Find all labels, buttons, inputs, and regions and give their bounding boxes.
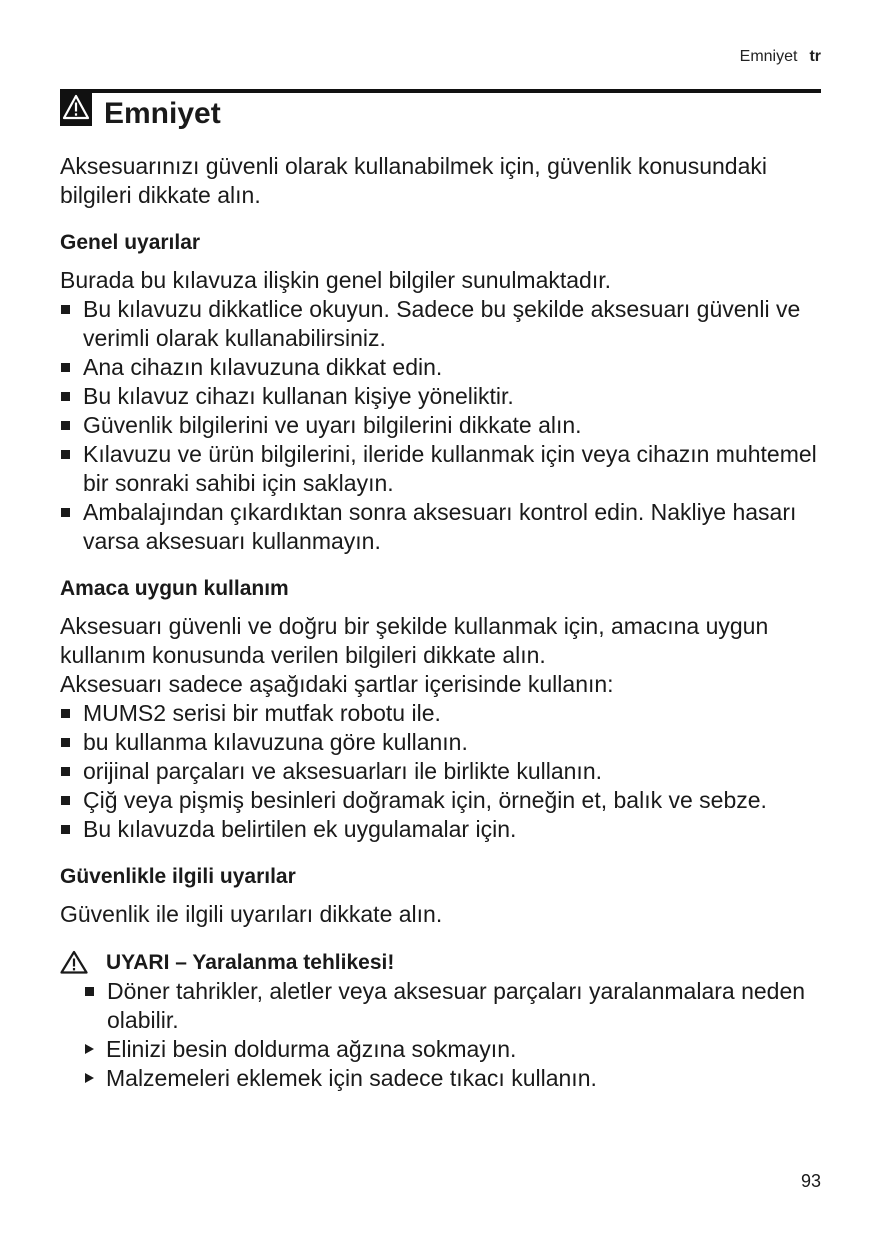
language-code: tr [809,48,821,65]
intended-lead-2: Aksesuarı sadece aşağıdaki şartlar içerisinde kullanın: [60,671,614,697]
page-content [60,152,822,1093]
list-item: Ana cihazın kılavuzuna dikkat edin. [60,353,822,382]
list-item: Çiğ veya pişmiş besinleri doğramak için, örneğin et, balık ve sebze. [60,786,822,815]
header-rule [60,89,821,93]
safety-lead: Güvenlik ile ilgili uyarıları dikkate alın. [60,901,443,927]
list-item: Döner tahrikler, aletler veya aksesuar parçaları yaralanmalara neden olabilir. [84,977,822,1035]
warning-icon [60,90,92,126]
page-number: 93 [800,1171,821,1191]
intended-lead: Aksesuarı güvenli ve doğru bir şekilde kullanmak için, amacına uygun kullanım konusunda verilen bilgileri dikkate alın. [60,613,769,668]
list-item: bu kullanma kılavuzuna göre kullanın. [60,728,822,757]
list-item: orijinal parçaları ve aksesuarları ile birlikte kullanın. [60,757,822,786]
list-item: Bu kılavuzu dikkatlice okuyun. Sadece bu şekilde aksesuarı güvenli ve verimli olarak kullanabilirsiniz. [60,295,822,353]
list-item: Güvenlik bilgilerini ve uyarı bilgilerini dikkate alın. [60,411,822,440]
section-heading-intended-use: Amaca uygun kullanım [60,577,289,600]
general-list [60,295,822,556]
intro-text: Aksesuarınızı güvenli olarak kullanabilmek için, güvenlik konusundaki bilgileri dikkate alın. [60,153,767,208]
running-header-section: Emniyet [739,48,798,65]
page-title: Emniyet [104,97,221,130]
warning-list [84,977,822,1035]
warning-block [60,949,822,1093]
list-item: Ambalajından çıkardıktan sonra aksesuarı kontrol edin. Nakliye hasarı varsa aksesuarı kullanmayın. [60,498,822,556]
warning-heading [60,949,822,977]
warning-triangle-icon [60,950,88,974]
list-item: Kılavuzu ve ürün bilgilerini, ileride kullanmak için veya cihazın muhtemel bir sonraki sahibi için saklayın. [60,440,822,498]
step-item: Elinizi besin doldurma ağzına sokmayın. [83,1035,822,1064]
section-heading-safety: Güvenlikle ilgili uyarılar [60,865,296,888]
warning-title: UYARI – Yaralanma tehlikesi! [106,951,395,974]
list-item: Bu kılavuzda belirtilen ek uygulamalar için. [60,815,822,844]
section-heading-general: Genel uyarılar [60,231,201,254]
running-header [740,48,821,66]
list-item: Bu kılavuz cihazı kullanan kişiye yöneliktir. [60,382,822,411]
step-item: Malzemeleri eklemek için sadece tıkacı kullanın. [83,1064,822,1093]
general-lead: Burada bu kılavuza ilişkin genel bilgiler sunulmaktadır. [60,267,612,293]
list-item: MUMS2 serisi bir mutfak robotu ile. [60,699,822,728]
intended-list [60,699,822,844]
warning-steps [83,1035,822,1093]
